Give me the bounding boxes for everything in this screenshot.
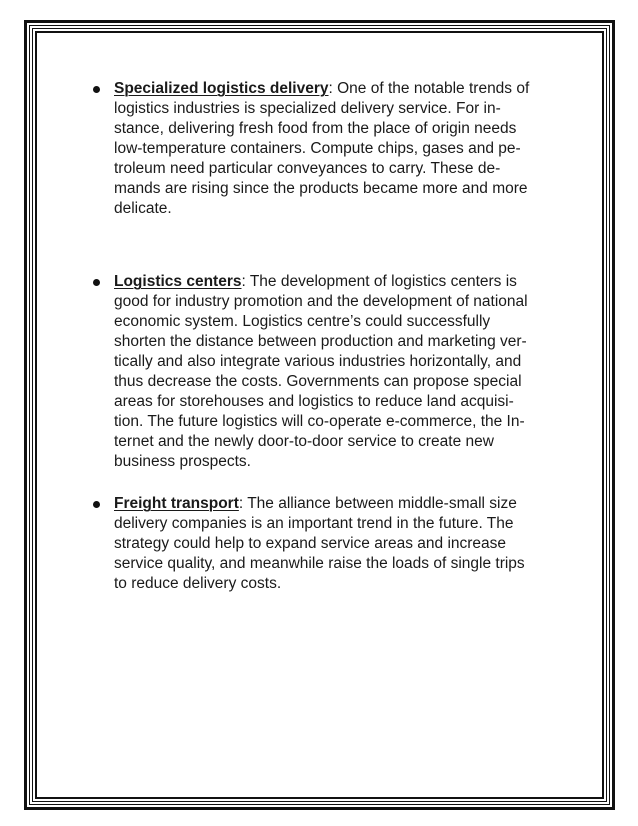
text-line: strategy could help to expand service areas and increase <box>114 535 507 552</box>
bullet-icon <box>90 79 114 99</box>
list-item-logistics-centers <box>90 272 570 472</box>
text-line: business prospects. <box>114 453 251 470</box>
item-heading: Freight transport <box>114 495 239 512</box>
text-line: logistics industries is specialized delivery service. For in- <box>114 100 501 117</box>
text-line: areas for storehouses and logistics to reduce land acquisi- <box>114 393 514 410</box>
text-segment: : The alliance between middle-small size <box>238 495 517 512</box>
text-line: troleum need particular conveyances to carry. These de- <box>114 160 501 177</box>
text-line: low-temperature containers. Compute chips, gases and pe- <box>114 140 521 157</box>
text-line: good for industry promotion and the development of national <box>114 293 528 310</box>
text-line: delicate. <box>114 200 172 217</box>
text-segment: : One of the notable trends of <box>328 80 530 97</box>
text-line <box>114 79 566 99</box>
text-line: stance, delivering fresh food from the place of origin needs <box>114 120 517 137</box>
text-line: shorten the distance between production and marketing ver- <box>114 333 527 350</box>
list-item-text <box>114 79 566 219</box>
list-item-text <box>114 494 566 594</box>
text-line: service quality, and meanwhile raise the loads of single trips <box>114 555 525 572</box>
document-body <box>90 79 570 594</box>
text-segment: : The development of logistics centers is <box>241 273 517 290</box>
text-line: tion. The future logistics will co-operate e-commerce, the In- <box>114 413 525 430</box>
text-line: to reduce delivery costs. <box>114 575 282 592</box>
list-item-freight-transport <box>90 494 570 594</box>
text-line: economic system. Logistics centre’s could successfully <box>114 313 491 330</box>
list-item-specialized-logistics-delivery <box>90 79 570 219</box>
text-line: mands are rising since the products became more and more <box>114 180 528 197</box>
item-heading: Logistics centers <box>114 273 242 290</box>
bullet-icon <box>90 494 114 514</box>
text-line: tically and also integrate various industries horizontally, and <box>114 353 522 370</box>
item-heading: Specialized logistics delivery <box>114 80 329 97</box>
text-line: ternet and the newly door-to-door service to create new <box>114 433 494 450</box>
text-line <box>114 494 566 514</box>
list-item-text <box>114 272 566 472</box>
bullet-icon <box>90 272 114 292</box>
text-line: delivery companies is an important trend in the future. The <box>114 515 514 532</box>
text-line <box>114 272 566 292</box>
text-line: thus decrease the costs. Governments can propose special <box>114 373 522 390</box>
